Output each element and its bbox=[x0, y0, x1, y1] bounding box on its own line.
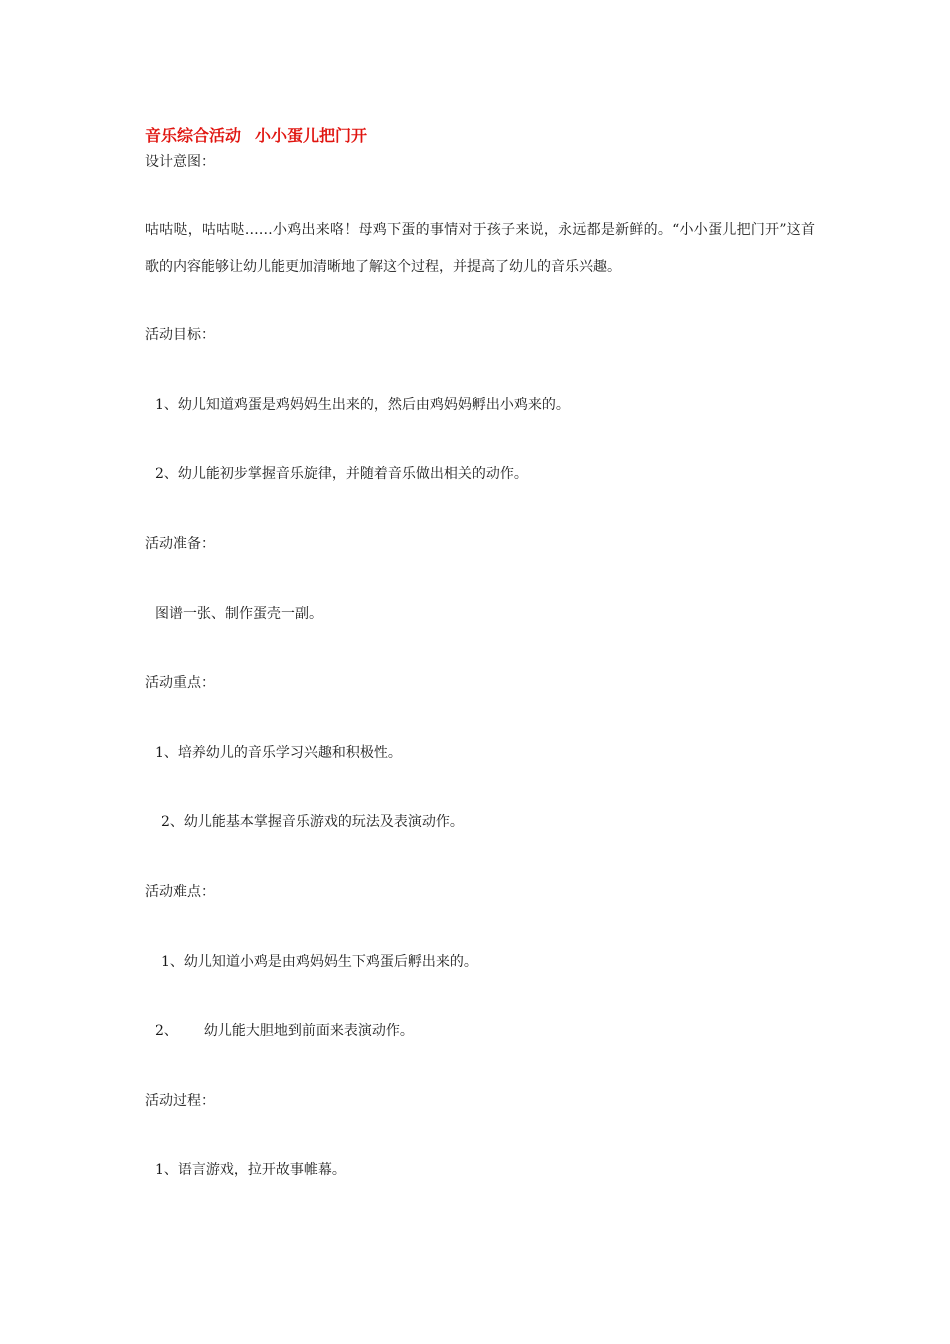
difficulty-heading: 活动难点： bbox=[145, 884, 215, 900]
difficulty-item-1: 1、幼儿知道小鸡是由鸡妈妈生下鸡蛋后孵出来的。 bbox=[161, 954, 478, 970]
process-heading: 活动过程： bbox=[145, 1093, 215, 1109]
process-item-1: 1、语言游戏，拉开故事帷幕。 bbox=[155, 1162, 346, 1178]
design-intent-paragraph: 咕咕哒，咕咕哒……小鸡出来咯！母鸡下蛋的事情对于孩子来说，永远都是新鲜的。“小小蛋儿把门开”这首歌的内容能够让幼儿能更加清晰地了解这个过程，并提高了幼儿的音乐兴趣。 bbox=[145, 222, 815, 275]
prep-text: 图谱一张、制作蛋壳一副。 bbox=[155, 606, 323, 622]
difficulty-item-2-number: 2、 bbox=[155, 1023, 178, 1039]
key-point-item-2: 2、幼儿能基本掌握音乐游戏的玩法及表演动作。 bbox=[161, 814, 464, 830]
difficulty-item-2 bbox=[155, 1021, 414, 1041]
goal-item-2: 2、幼儿能初步掌握音乐旋律，并随着音乐做出相关的动作。 bbox=[155, 466, 528, 482]
document-title bbox=[145, 126, 367, 146]
goals-heading: 活动目标： bbox=[145, 327, 215, 343]
difficulty-item-2-text: 幼儿能大胆地到前面来表演动作。 bbox=[203, 1023, 414, 1039]
key-point-item-1: 1、培养幼儿的音乐学习兴趣和积极性。 bbox=[155, 745, 402, 761]
prep-heading: 活动准备： bbox=[145, 536, 215, 552]
goal-item-1: 1、幼儿知道鸡蛋是鸡妈妈生出来的，然后由鸡妈妈孵出小鸡来的。 bbox=[155, 397, 570, 413]
title-part-2: 小小蛋儿把门开 bbox=[255, 126, 368, 145]
title-part-1: 音乐综合活动 bbox=[145, 126, 242, 145]
key-points-heading: 活动重点： bbox=[145, 675, 215, 691]
design-intent-heading: 设计意图： bbox=[145, 154, 215, 170]
